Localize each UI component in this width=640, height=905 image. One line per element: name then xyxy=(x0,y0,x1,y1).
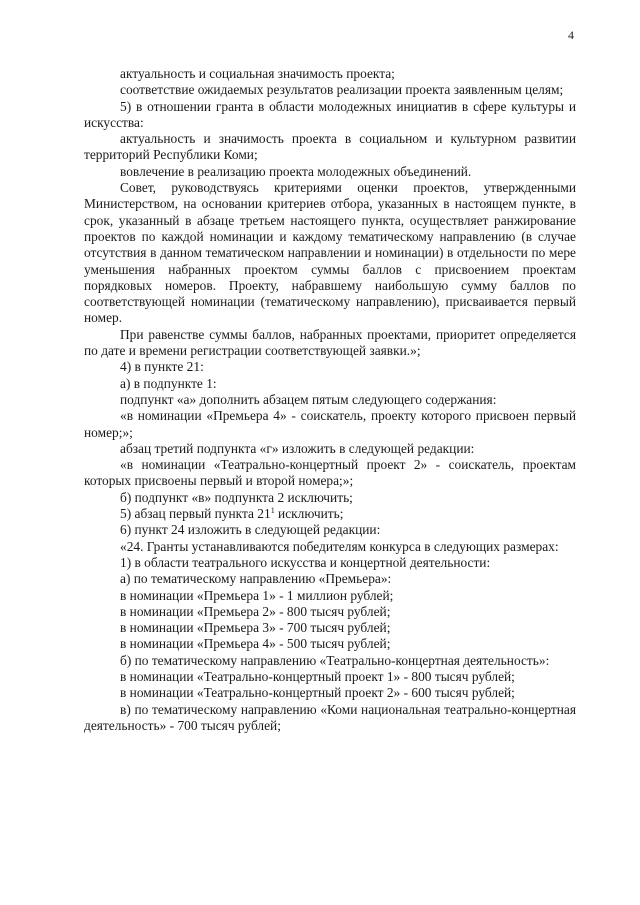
paragraph: б) подпункт «в» подпункта 2 исключить; xyxy=(120,489,353,505)
paragraph: абзац третий подпункта «г» изложить в следующей редакции: xyxy=(120,440,475,456)
paragraph: 1) в области театрального искусства и концертной деятельности: xyxy=(120,554,491,570)
paragraph: 4) в пункте 21: xyxy=(120,359,204,375)
paragraph: «24. Гранты устанавливаются победителям конкурса в следующих размерах: xyxy=(120,538,559,554)
paragraph: 6) пункт 24 изложить в следующей редакции: xyxy=(120,522,381,538)
paragraph: подпункт «а» дополнить абзацем пятым следующего содержания: xyxy=(120,391,497,407)
paragraph: в номинации «Премьера 2» - 800 тысяч рублей; xyxy=(120,603,391,619)
paragraph: 5) в отношении гранта в области молодежных инициатив в сфере культуры и искусства: xyxy=(84,98,576,130)
paragraph: в номинации «Премьера 1» - 1 миллион рублей; xyxy=(120,587,394,603)
paragraph: а) по тематическому направлению «Премьера»: xyxy=(120,571,392,587)
paragraph: в номинации «Премьера 4» - 500 тысяч рублей; xyxy=(120,636,391,652)
paragraph: соответствие ожидаемых результатов реализации проекта заявленным целям; xyxy=(120,82,564,98)
paragraph: актуальность и значимость проекта в социальном и культурном развитии территорий Республики Коми; xyxy=(84,131,576,163)
item5-text-end: исключить; xyxy=(274,506,344,522)
paragraph: вовлечение в реализацию проекта молодежных объединений. xyxy=(120,163,472,179)
paragraph: Совет, руководствуясь критериями оценки проектов, утвержденными Министерством, на основании критериев отбора, указанных в настоящем пункте, в срок, указанный в абзаце третьем настоящего пункта, осуществляет ранжирование проектов по каждой номинации и каждому тематическому направлению (в случае отсутствия в данном тематическом направлении и номинации) в отдельности по мере уменьшения набранных проектом суммы баллов с присвоением проектам порядковых номеров. Проекту, набравшему наибольшую сумму баллов по соответствующей номинации (тематическому направлению), присваивается первый номер. xyxy=(84,180,576,326)
paragraph: «в номинации «Театрально-концертный проект 2» - соискатель, проектам которых присвоены первый и второй номера;»; xyxy=(84,457,576,489)
paragraph-item-5 xyxy=(84,506,576,522)
paragraph: в номинации «Премьера 3» - 700 тысяч рублей; xyxy=(120,620,391,636)
paragraph: в номинации «Театрально-концертный проект 2» - 600 тысяч рублей; xyxy=(120,685,515,701)
paragraph: актуальность и социальная значимость проекта; xyxy=(120,66,395,81)
paragraph: в) по тематическому направлению «Коми национальная театрально-концертная деятельность» - 700 тысяч рублей; xyxy=(84,701,576,733)
paragraph: в номинации «Театрально-концертный проект 1» - 800 тысяч рублей; xyxy=(120,668,515,684)
paragraph: При равенстве суммы баллов, набранных проектами, приоритет определяется по дате и времени регистрации соответствующей заявки.»; xyxy=(84,326,576,359)
superscript: 1 xyxy=(270,506,275,516)
page-number: 4 xyxy=(568,28,574,42)
paragraph: «в номинации «Премьера 4» - соискатель, проекту которого присвоен первый номер;»; xyxy=(84,408,576,440)
document-body xyxy=(84,66,576,734)
item5-text: 5) абзац первый пункта 21 xyxy=(120,506,271,522)
paragraph: б) по тематическому направлению «Театрально-концертная деятельность»: xyxy=(120,652,550,668)
paragraph: а) в подпункте 1: xyxy=(120,375,217,391)
